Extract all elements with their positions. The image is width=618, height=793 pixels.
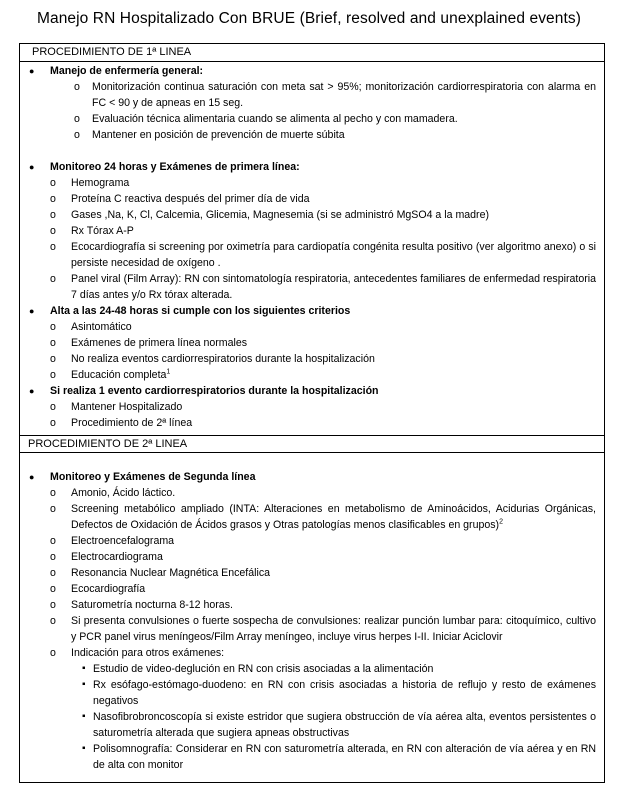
otros-item: ▪ Rx esófago-estómago-duodeno: en RN con crisis asociadas a historia de reflujo y resto de exámenes negativos xyxy=(20,677,604,709)
section2-header: PROCEDIMIENTO DE 2ª LINEA xyxy=(20,435,604,453)
monitoreo-item: o Ecocardiografía si screening por oximetría para cardiopatía congénita resulta positivo (ver algoritmo anexo) o si persiste necesidad de oxígeno . xyxy=(20,239,604,271)
alta-item: o Exámenes de primera línea normales xyxy=(20,335,604,351)
procedure-table xyxy=(19,43,605,783)
monitoreo-item: o Proteína C reactiva después del primer día de vida xyxy=(20,191,604,207)
monitoreo2-item: o Si presenta convulsiones o fuerte sospecha de convulsiones: realizar punción lumbar para: citoquímico, cultivo y PCR panel virus meníngeos/Film Array meníngeo, incluye virus herpes I-II. Iniciar Aciclovir xyxy=(20,613,604,645)
bullet-monitoreo: ● Monitoreo 24 horas y Exámenes de primera línea: xyxy=(20,159,604,175)
monitoreo2-item: o Ecocardiografía xyxy=(20,581,604,597)
monitoreo-item: o Rx Tórax A-P xyxy=(20,223,604,239)
otros-item: ▪ Polisomnografía: Considerar en RN con saturometría alterada, en RN con alteración de vía aérea y en RN de alta con monitor xyxy=(20,741,604,773)
alta-item xyxy=(20,367,604,383)
enfermeria-item: o Evaluación técnica alimentaria cuando se alimenta al pecho y con mamadera. xyxy=(20,111,604,127)
monitoreo-item: o Panel viral (Film Array): RN con sintomatología respiratoria, antecedentes familiares de enfermedad respiratoria 7 días antes y/o Rx tórax alterada. xyxy=(20,271,604,303)
footnote-ref: 1 xyxy=(166,368,171,376)
evento-item: o Mantener Hospitalizado xyxy=(20,399,604,415)
bullet-enfermeria: ● Manejo de enfermería general: xyxy=(20,63,604,79)
alta-item: o No realiza eventos cardiorrespiratorios durante la hospitalización xyxy=(20,351,604,367)
monitoreo2-item: o Saturometría nocturna 8-12 horas. xyxy=(20,597,604,613)
enfermeria-item: o Monitorización continua saturación con meta sat > 95%; monitorización cardiorrespiratoria con alarma en FC < 90 y de apneas en 15 seg. xyxy=(20,79,604,111)
bullet-evento: ● Si realiza 1 evento cardiorrespiratorios durante la hospitalización xyxy=(20,383,604,399)
bullet-alta: ● Alta a las 24-48 horas si cumple con los siguientes criterios xyxy=(20,303,604,319)
bullet-monitoreo2: ● Monitoreo y Exámenes de Segunda línea xyxy=(20,469,604,485)
monitoreo-item: o Gases ,Na, K, Cl, Calcemia, Glicemia, Magnesemia (si se administró MgSO4 a la madre) xyxy=(20,207,604,223)
monitoreo2-item-text: Screening metabólico ampliado (INTA: Alteraciones en metabolismo de Aminoácidos, Acidurias Orgánicas, Defectos de Oxidación de Ácidos grasos y Otras patologías menos clasificables en grupos) xyxy=(71,503,596,531)
enfermeria-item: o Mantener en posición de prevención de muerte súbita xyxy=(20,127,604,143)
otros-item: ▪ Nasofibrobroncoscopía si existe estridor que sugiera obstrucción de vía aérea alta, eventos persistentes o saturometría alterada que sugiera apneas obstructivas xyxy=(20,709,604,741)
otros-item: ▪ Estudio de video-deglución en RN con crisis asociadas a la alimentación xyxy=(20,661,604,677)
monitoreo2-item: o Amonio, Ácido láctico. xyxy=(20,485,604,501)
monitoreo2-item: o Indicación para otros exámenes: xyxy=(20,645,604,661)
monitoreo2-item: o Electrocardiograma xyxy=(20,549,604,565)
monitoreo2-item: o Resonancia Nuclear Magnética Encefálica xyxy=(20,565,604,581)
alta-item: o Asintomático xyxy=(20,319,604,335)
evento-item: o Procedimiento de 2ª línea xyxy=(20,415,604,431)
section1-content xyxy=(20,63,604,431)
monitoreo2-item: o Electroencefalograma xyxy=(20,533,604,549)
footnote-ref: 2 xyxy=(499,518,503,526)
monitoreo2-item xyxy=(20,501,604,533)
section2-content xyxy=(20,469,604,773)
page-title: Manejo RN Hospitalizado Con BRUE (Brief, resolved and unexplained events) xyxy=(36,10,582,27)
section1-header: PROCEDIMIENTO DE 1ª LINEA xyxy=(20,44,604,62)
alta-item-text: Educación completa xyxy=(71,369,167,381)
monitoreo-item: o Hemograma xyxy=(20,175,604,191)
